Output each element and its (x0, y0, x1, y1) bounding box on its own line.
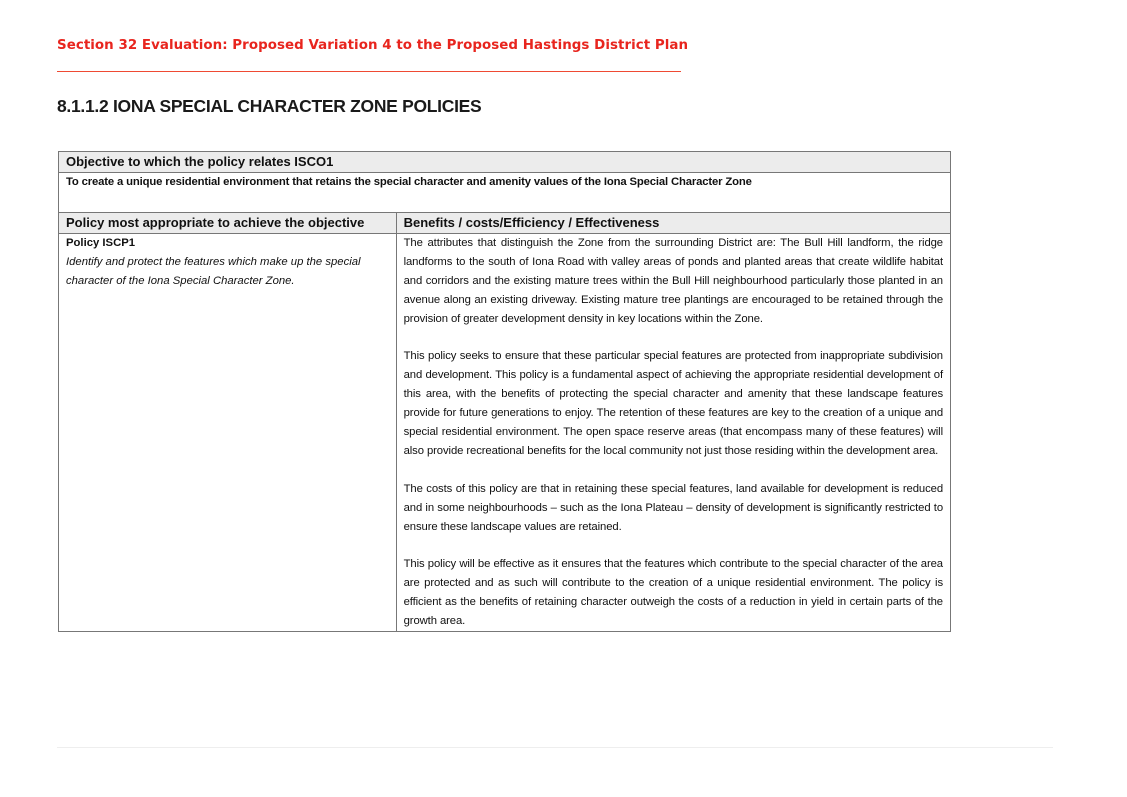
column-header-row (59, 213, 951, 234)
benefits-paragraph-protection: This policy seeks to ensure that these particular special features are protected from inappropriate subdivision and development. This policy is a fundamental aspect of achieving the appropriate residential development of this area, with the benefits of protecting the special character and amenity that these landscape features provide for future generations to enjoy. The retention of these features are key to the creation of a unique and special residential environment. The open space reserve areas (that encompass many of these features) will also provide recreational benefits for the local community not just those residing within the development area. (403, 350, 943, 457)
running-header: Section 32 Evaluation: Proposed Variation 4 to the Proposed Hastings District Plan (57, 38, 689, 53)
objective-text-row (59, 173, 951, 213)
section-heading: 8.1.1.2 IONA SPECIAL CHARACTER ZONE POLICIES (57, 96, 482, 116)
policy-cell (59, 234, 397, 632)
policy-row (59, 234, 951, 632)
policy-evaluation-table (58, 151, 951, 632)
policy-description: Identify and protect the features which make up the special character of the Iona Special Character Zone. (66, 255, 361, 287)
benefits-paragraph-costs: The costs of this policy are that in retaining these special features, land available for development is reduced and in some neighbourhoods – such as the Iona Plateau – density of development is significantly restricted to ensure these landscape values are retained. (403, 482, 943, 533)
benefits-paragraph-effectiveness: This policy will be effective as it ensures that the features which contribute to the special character of the area are protected and as such will contribute to the creation of a unique residential environment. The policy is efficient as the benefits of retaining character outweigh the costs of a reduction in yield in certain parts of the growth area. (403, 558, 943, 628)
column-header-benefits: Benefits / costs/Efficiency / Effectiveness (396, 213, 950, 234)
column-header-policy: Policy most appropriate to achieve the objective (59, 213, 397, 234)
objective-heading: Objective to which the policy relates ISCO1 (59, 152, 951, 173)
header-rule (57, 71, 681, 72)
objective-text: To create a unique residential environment that retains the special character and amenity values of the Iona Special Character Zone (59, 173, 951, 213)
footer-rule (57, 747, 1053, 748)
benefits-cell (396, 234, 950, 632)
policy-id: Policy ISCP1 (66, 237, 136, 249)
objective-heading-row (59, 152, 951, 173)
benefits-paragraph-attributes: The attributes that distinguish the Zone from the surrounding District are: The Bull Hill landform, the ridge landforms to the south of Iona Road with valley areas of ponds and planted areas that create wildlife habitat and corridors and the existing mature trees within the Bull Hill neighbourhood particularly those planted in an avenue along an existing driveway. Existing mature tree plantings are encouraged to be retained through the provision of greater development density in key locations within the Zone. (403, 237, 943, 325)
